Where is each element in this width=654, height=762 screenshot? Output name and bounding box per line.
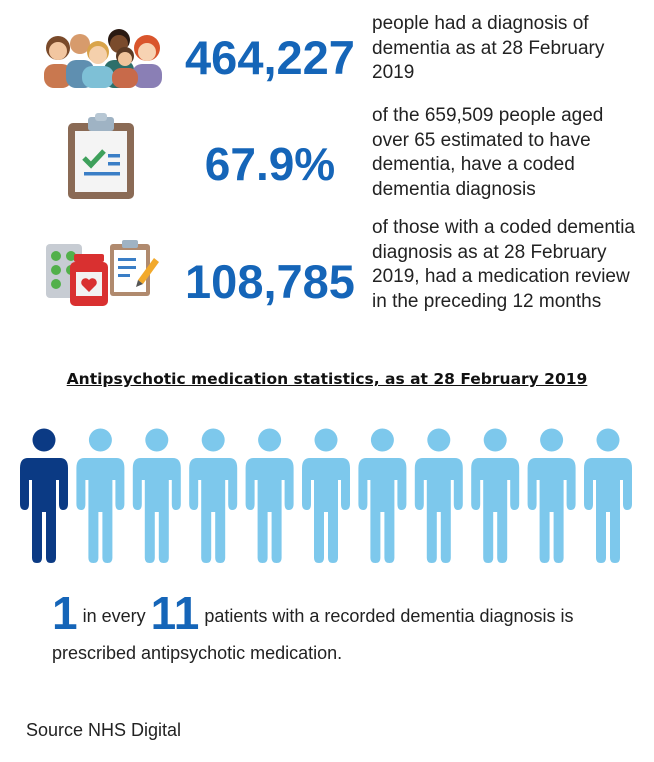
ratio-count: 1	[52, 587, 78, 639]
ratio-text-a: in every	[82, 606, 146, 626]
person-figure	[358, 429, 406, 564]
stat-description: of those with a coded dementia diagnosis as at 28 February 2019, had a medication review in the preceding 12 months	[372, 217, 636, 312]
person-figure	[415, 429, 463, 564]
person-figure	[133, 429, 181, 564]
person-figure	[528, 429, 576, 564]
stat-number: 108,785	[185, 255, 355, 308]
stat-number: 464,227	[185, 31, 355, 84]
patient-pictogram	[18, 428, 638, 563]
stat-description: of the 659,509 people aged over 65 estimated to have dementia, have a coded dementia diagnosis	[372, 105, 604, 200]
medication-review-icon	[46, 240, 160, 306]
person-figure	[246, 429, 294, 564]
person-figure	[20, 429, 68, 564]
person-figure	[584, 429, 632, 564]
person-figure	[302, 429, 350, 564]
source-note: Source NHS Digital	[26, 720, 182, 740]
person-figure	[76, 429, 124, 564]
person-figure	[189, 429, 237, 564]
stat-number: 67.9%	[204, 138, 336, 190]
section-title: Antipsychotic medication statistics, as at 28 February 2019	[66, 370, 588, 388]
ratio-total: 11	[150, 587, 200, 639]
clipboard-checklist-icon	[68, 113, 134, 199]
person-figure	[471, 429, 519, 564]
ratio-statement	[52, 587, 652, 667]
people-group-icon	[32, 26, 172, 88]
ratio-text-b: patients with a recorded dementia diagnosis is	[204, 606, 574, 626]
stat-description: people had a diagnosis of dementia as at 28 February 2019	[372, 13, 605, 83]
ratio-text-c: prescribed antipsychotic medication.	[52, 643, 343, 663]
